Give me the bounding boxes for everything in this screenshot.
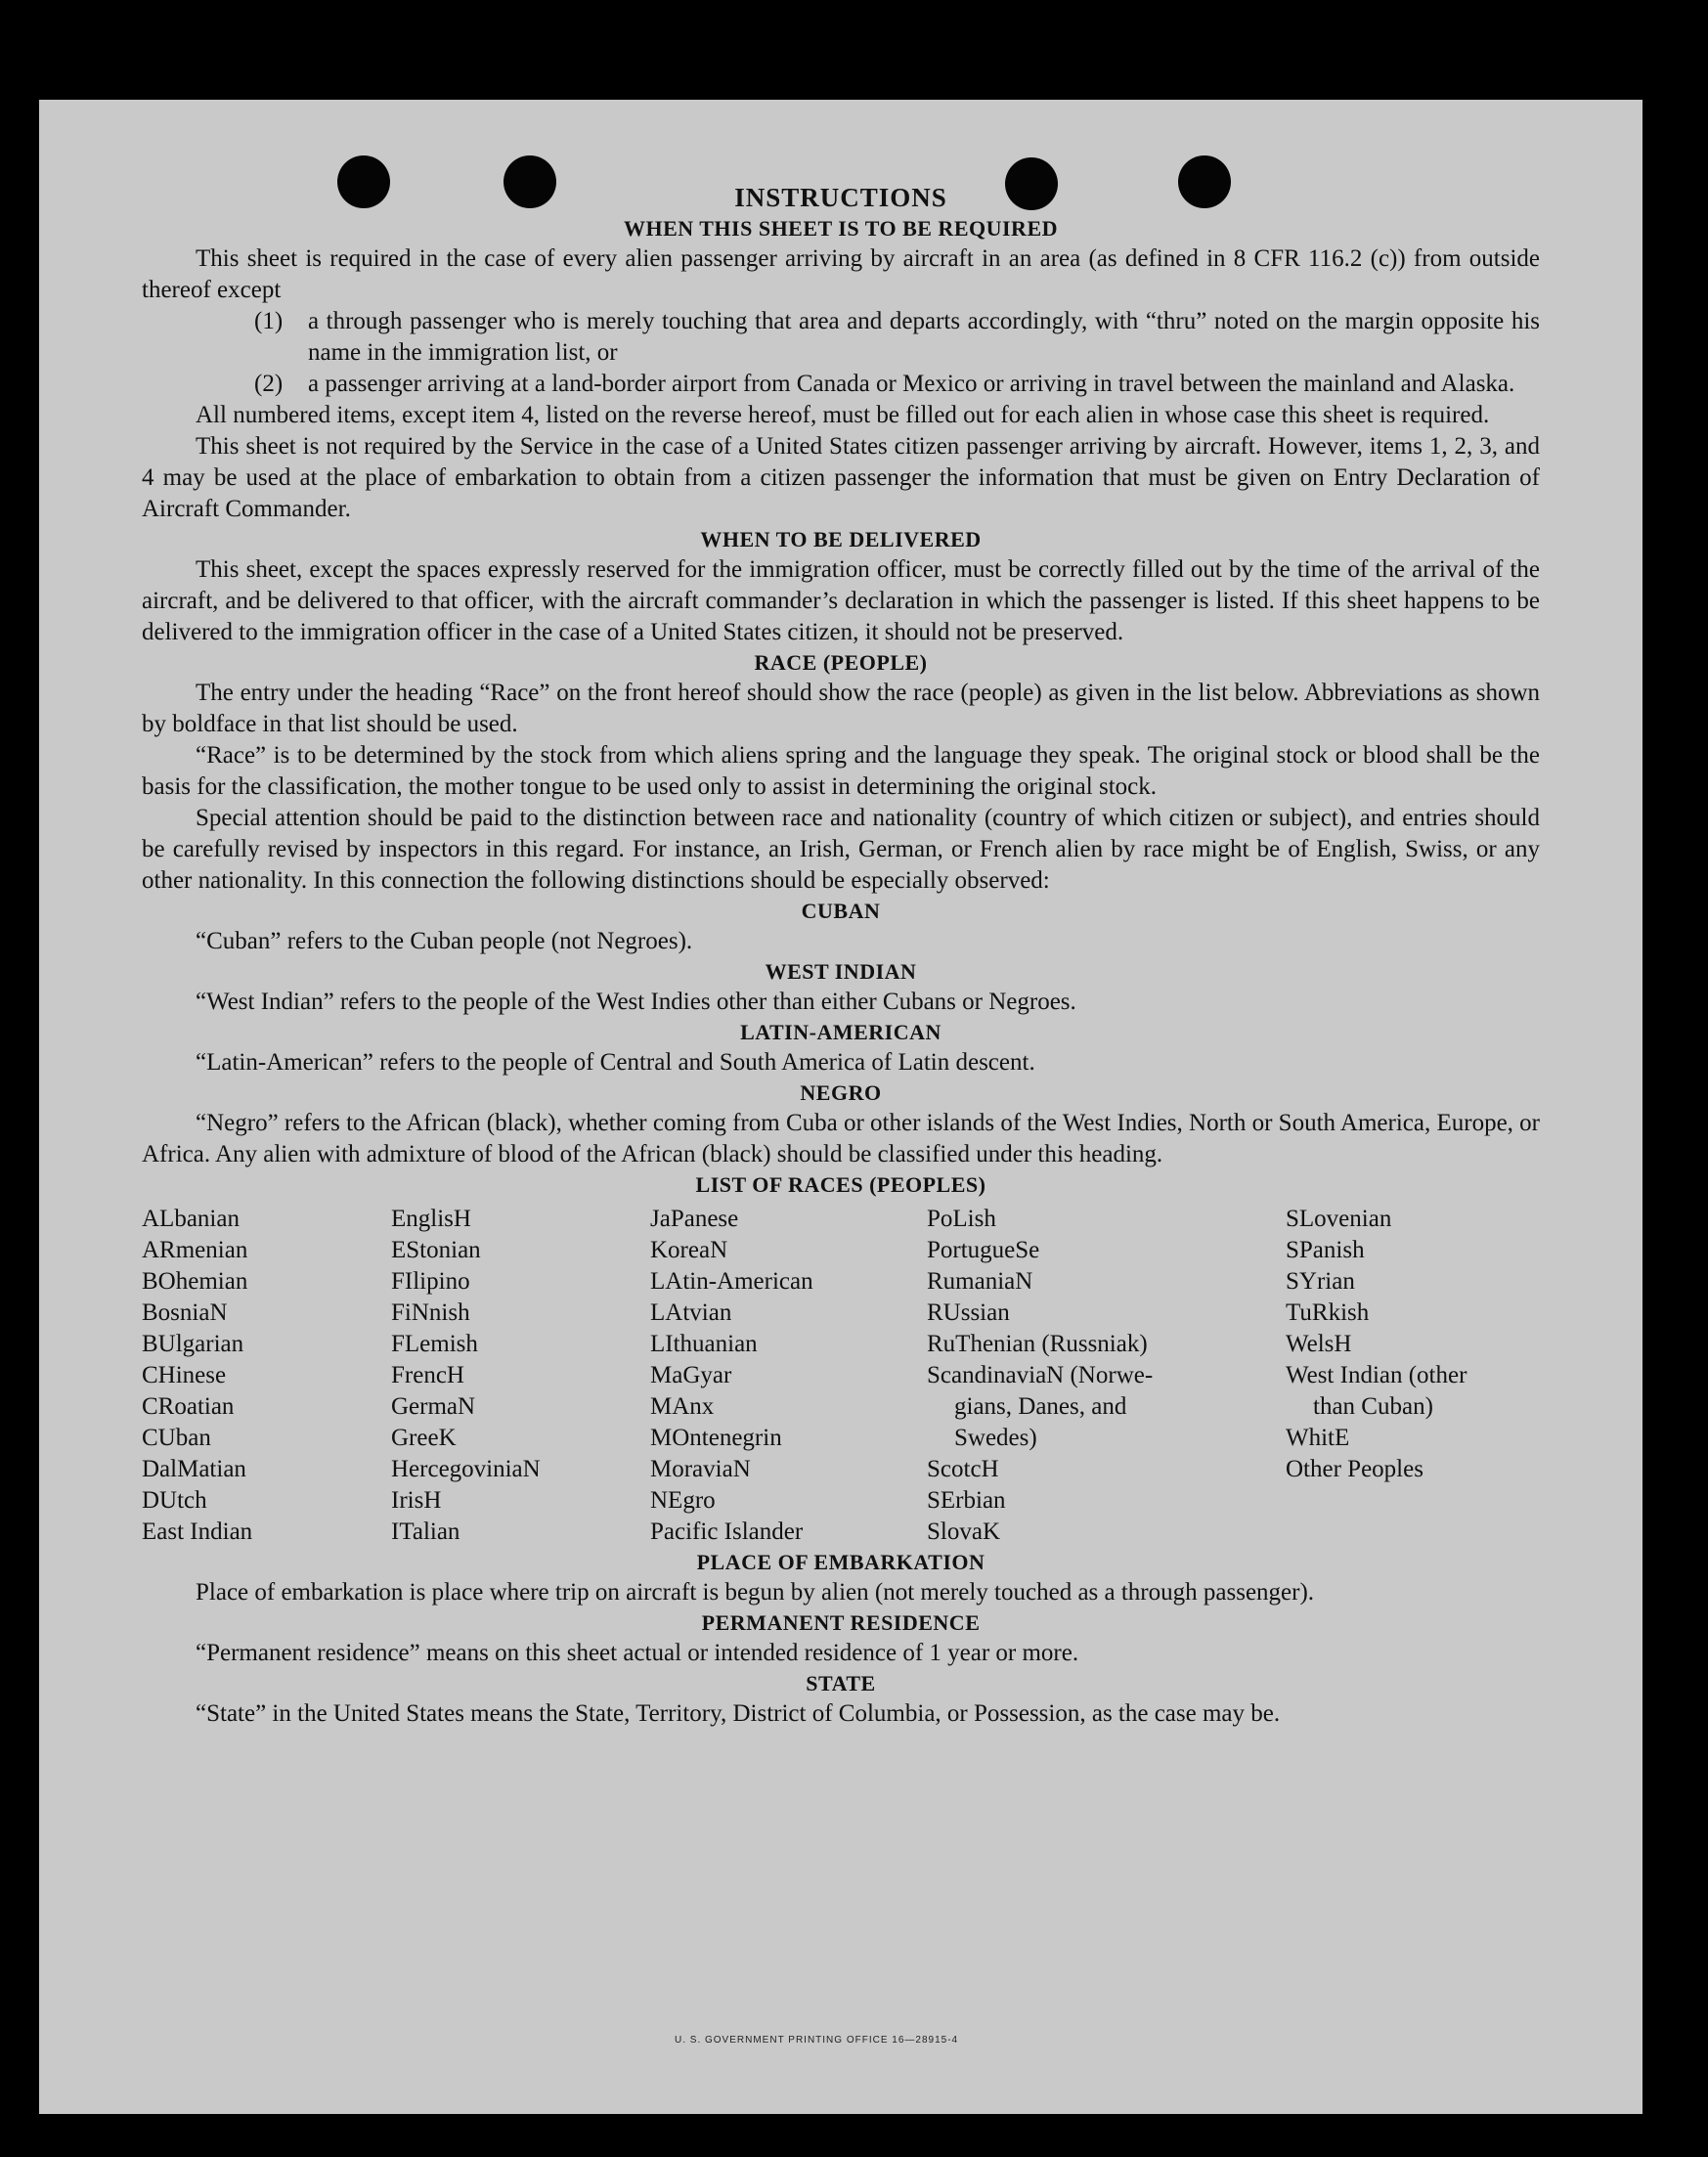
race-entry: MoraviaN: [650, 1456, 751, 1482]
race-entry: gians, Danes, and: [954, 1393, 1127, 1420]
exception-number: (2): [254, 371, 284, 397]
exception-number: (1): [254, 308, 284, 334]
exception-text: a passenger arriving at a land-border airport from Canada or Mexico or arriving in travel between the mainland and Alaska.: [308, 371, 1515, 397]
race-entry: FrencH: [391, 1362, 464, 1388]
race-entry: BOhemian: [142, 1268, 248, 1295]
section-heading-negro: NEGRO: [800, 1080, 882, 1105]
race-entry: EStonian: [391, 1237, 481, 1263]
race-entry: ScandinaviaN (Norwe-: [927, 1362, 1154, 1388]
race-paragraph-2: “Race” is to be determined by the stock from which aliens spring and the language they speak. The original stock or blood shall be the basis for the classification, the mother tongue to be used only to assist in determining the original stock.: [142, 742, 1540, 800]
race-entry: SYrian: [1286, 1268, 1355, 1295]
races-column-2: [391, 1204, 650, 1548]
race-entry: FIlipino: [391, 1268, 470, 1295]
instructions-document: [142, 181, 1540, 1730]
race-entry: Pacific Islander: [650, 1519, 804, 1545]
section-heading-races-list: LIST OF RACES (PEOPLES): [695, 1172, 986, 1197]
exception-text: a through passenger who is merely touching that area and departs accordingly, with “thru” noted on the margin opposite his name in the immigration list, or: [308, 308, 1540, 366]
races-column-5: [1286, 1204, 1540, 1548]
section-heading-residence: PERMANENT RESIDENCE: [701, 1610, 981, 1635]
races-list: [142, 1204, 1540, 1548]
race-entry: West Indian (other: [1286, 1362, 1467, 1388]
race-entry: IrisH: [391, 1487, 442, 1514]
race-entry: DalMatian: [142, 1456, 246, 1482]
exception-item-1: [254, 306, 1540, 369]
race-entry: PoLish: [927, 1206, 996, 1232]
race-entry: FiNnish: [391, 1299, 470, 1326]
race-entry: WelsH: [1286, 1331, 1352, 1357]
citizen-note-paragraph: This sheet is not required by the Service in the case of a United States citizen passenger arriving by aircraft. However, items 1, 2, 3, and 4 may be used at the place of embarkation to obtain from a citizen passenger the information that must be given on Entry Declaration of Aircraft Commander.: [142, 433, 1540, 522]
race-entry: SlovaK: [927, 1519, 1000, 1545]
race-entry: HercegoviniaN: [391, 1456, 541, 1482]
section-heading-state: STATE: [806, 1671, 876, 1695]
race-entry: GreeK: [391, 1425, 457, 1451]
exception-item-2: [254, 369, 1540, 400]
race-entry: ALbanian: [142, 1206, 240, 1232]
embarkation-definition: Place of embarkation is place where trip on aircraft is begun by alien (not merely touched as a through passenger).: [196, 1579, 1315, 1606]
section-heading-west-indian: WEST INDIAN: [765, 959, 917, 984]
race-entry: than Cuban): [1313, 1393, 1433, 1420]
race-entry: RumaniaN: [927, 1268, 1033, 1295]
race-entry: CRoatian: [142, 1393, 235, 1420]
race-entry: RUssian: [927, 1299, 1010, 1326]
race-entry: PortugueSe: [927, 1237, 1040, 1263]
race-entry: ITalian: [391, 1519, 460, 1545]
race-entry: EnglisH: [391, 1206, 471, 1232]
race-entry: MOntenegrin: [650, 1425, 782, 1451]
races-column-4: [927, 1204, 1286, 1548]
races-column-1: [142, 1204, 391, 1548]
race-entry: WhitE: [1286, 1425, 1350, 1451]
race-entry: NEgro: [650, 1487, 716, 1514]
printing-office-footer: U. S. GOVERNMENT PRINTING OFFICE 16—28915-4: [675, 2035, 959, 2046]
race-entry: SErbian: [927, 1487, 1006, 1514]
section-heading-latin-american: LATIN-AMERICAN: [740, 1020, 942, 1044]
race-entry: Swedes): [954, 1425, 1037, 1451]
section-heading-cuban: CUBAN: [801, 899, 881, 923]
race-entry: LAtin-American: [650, 1268, 813, 1295]
race-entry: RuThenian (Russniak): [927, 1331, 1148, 1357]
section-heading-race: RACE (PEOPLE): [754, 650, 928, 675]
race-entry: BUlgarian: [142, 1331, 244, 1357]
race-entry: ScotcH: [927, 1456, 999, 1482]
west-indian-definition: “West Indian” refers to the people of the West Indies other than either Cubans or Negroes.: [196, 989, 1076, 1015]
race-entry: LAtvian: [650, 1299, 732, 1326]
race-entry: SPanish: [1286, 1237, 1365, 1263]
section-heading-delivered: WHEN TO BE DELIVERED: [700, 527, 982, 551]
race-entry: ARmenian: [142, 1237, 248, 1263]
race-entry: LIthuanian: [650, 1331, 758, 1357]
residence-definition: “Permanent residence” means on this sheet actual or intended residence of 1 year or more.: [196, 1640, 1079, 1666]
state-definition: “State” in the United States means the State, Territory, District of Columbia, or Possession, as the case may be.: [196, 1700, 1281, 1727]
race-entry: CUban: [142, 1425, 211, 1451]
race-entry: East Indian: [142, 1519, 253, 1545]
section-heading-required: WHEN THIS SHEET IS TO BE REQUIRED: [623, 216, 1059, 241]
cuban-definition: “Cuban” refers to the Cuban people (not Negroes).: [196, 928, 693, 954]
section-heading-embarkation: PLACE OF EMBARKATION: [696, 1550, 985, 1574]
latin-american-definition: “Latin-American” refers to the people of Central and South America of Latin descent.: [196, 1049, 1035, 1076]
race-entry: TuRkish: [1286, 1299, 1370, 1326]
delivered-paragraph: This sheet, except the spaces expressly reserved for the immigration officer, must be correctly filled out by the time of the arrival of the aircraft, and be delivered to that officer, with the aircraft commander’s declaration in which the passenger is listed. If this sheet happens to be delivered to the immigration officer in the case of a United States citizen, it should not be preserved.: [142, 556, 1540, 645]
race-entry: Other Peoples: [1286, 1456, 1423, 1482]
race-entry: DUtch: [142, 1487, 207, 1514]
page-title: INSTRUCTIONS: [734, 183, 947, 212]
race-entry: MAnx: [650, 1393, 715, 1420]
race-paragraph-3: Special attention should be paid to the distinction between race and nationality (country of which citizen or subject), and entries should be carefully revised by inspectors in this regard. For instance, an Irish, German, or French alien by race might be of English, Swiss, or any other nationality. In this connection the following distinctions should be especially observed:: [142, 805, 1540, 894]
race-entry: CHinese: [142, 1362, 227, 1388]
required-intro: This sheet is required in the case of every alien passenger arriving by aircraft in an area (as defined in 8 CFR 116.2 (c)) from outside thereof except: [142, 245, 1540, 303]
race-entry: SLovenian: [1286, 1206, 1392, 1232]
race-entry: JaPanese: [650, 1206, 739, 1232]
race-entry: MaGyar: [650, 1362, 732, 1388]
race-entry: FLemish: [391, 1331, 478, 1357]
negro-definition: “Negro” refers to the African (black), whether coming from Cuba or other islands of the West Indies, North or South America, Europe, or Africa. Any alien with admixture of blood of the African (black) should be classified under this heading.: [142, 1110, 1540, 1167]
race-entry: KoreaN: [650, 1237, 728, 1263]
races-column-3: [650, 1204, 927, 1548]
race-paragraph-1: The entry under the heading “Race” on the front hereof should show the race (people) as given in the list below. Abbreviations as shown by boldface in that list should be used.: [142, 680, 1540, 737]
race-entry: GermaN: [391, 1393, 476, 1420]
numbered-items-paragraph: All numbered items, except item 4, listed on the reverse hereof, must be filled out for each alien in whose case this sheet is required.: [196, 402, 1490, 428]
race-entry: BosniaN: [142, 1299, 228, 1326]
